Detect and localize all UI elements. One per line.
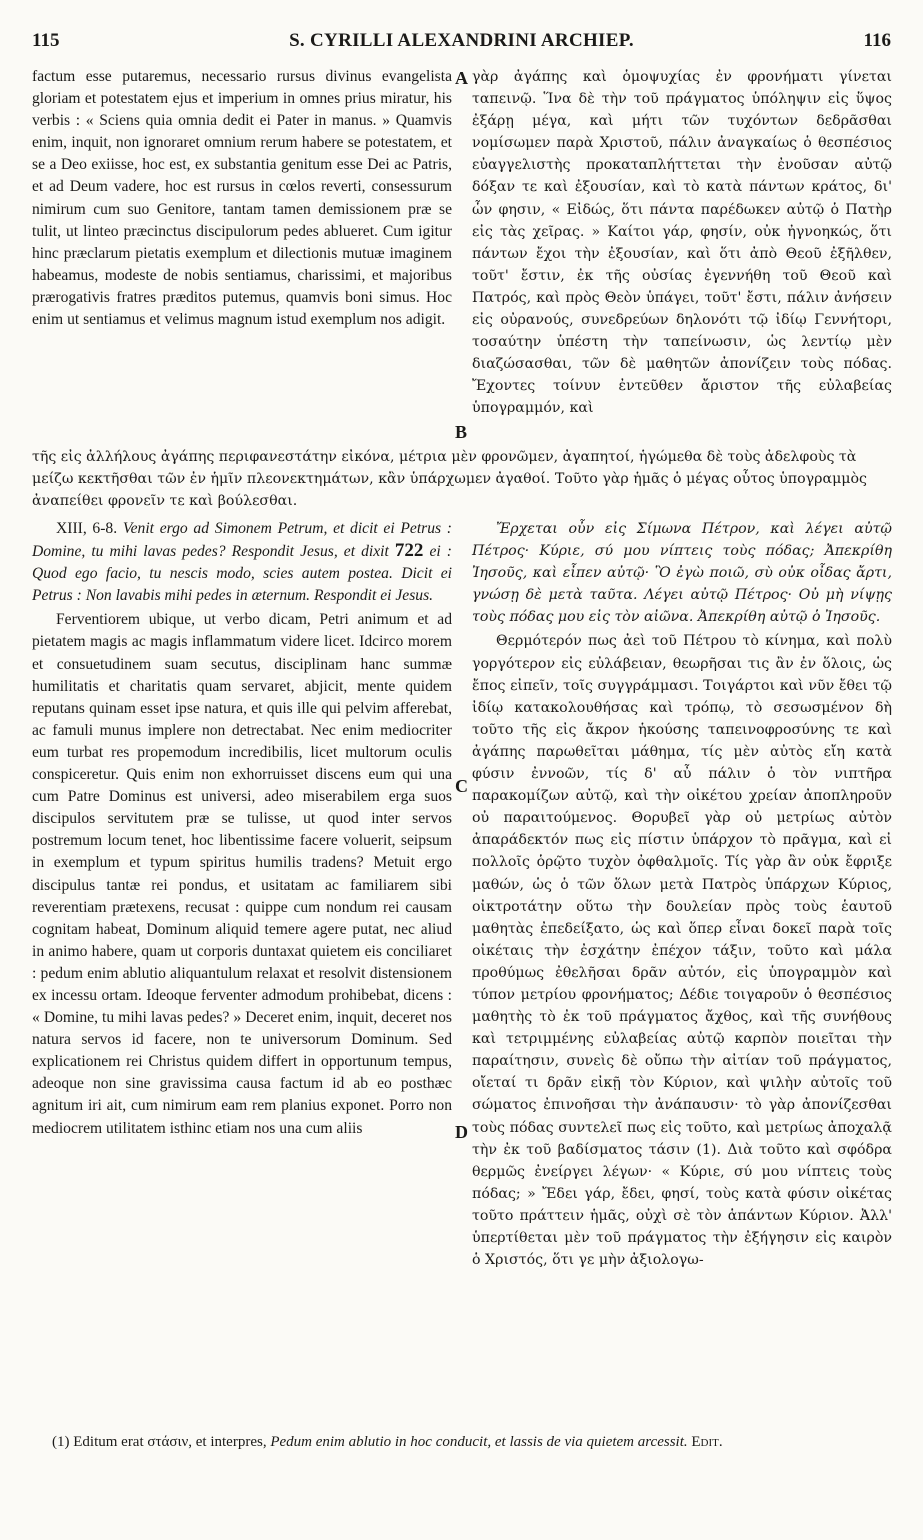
margin-letter-c: C xyxy=(455,776,468,796)
margin-letter-d: D xyxy=(455,1122,468,1142)
latin-column-lower xyxy=(32,518,452,1140)
column-marker: 722 xyxy=(394,540,424,562)
greek-paragraph: γὰρ ἀγάπης καὶ ὁμοψυχίας ἐν φρονήματι γίνεται ταπεινῷ. Ἵνα δὲ τὴν τοῦ πράγματος ὑπόληψιν εἰς ὕψος ἐξάρῃ μέγα, καὶ μήτι τῶν τυχόντων δεδρᾶσθαι νομίσωμεν παρὰ Χριστοῦ, πάλιν ἀναγκαίως ὁ θεσπέσιος εὐαγγελιστὴς προκαταπλήττεται τὴν ἐνοῦσαν αὐτῷ δόξαν τε καὶ ἐξουσίαν, καὶ τὸ κατὰ πάντων κράτος, δι' ὧν φησιν, « Εἰδώς, ὅτι πάντα παρέδωκεν αὐτῷ ὁ Πατὴρ εἰς τὰς χεῖρας. » Καίτοι γάρ, φησίν, οὐκ ἠγνοηκώς, ὅτι πάντων ἔχοι τὴν ἐξουσίαν, καὶ ὅτι ἀπὸ Θεοῦ ἐξῆλθεν, τοῦτ' ἔστιν, ἐκ τῆς οὐσίας ἐγεννήθη τοῦ Θεοῦ καὶ Πατρός, καὶ πρὸς Θεὸν ὑπάγει, τοῦτ' ἔστι, πάλιν ἀνήσειν εἰς οὐρανούς, συνεδρεύων δηλονότι τῷ ἰδίῳ Γεννήτορι, τοσαύτην ὑπέστη τὴν ταπείνωσιν, ὡς λεντίῳ μὲν διαζώσασθαι, τῶν δὲ μαθητῶν ἀπονίζειν τοὺς πόδας. Ἔχοντες τοίνυν ἐντεῦθεν ἄριστον τῆς εὐλαβείας ὑπογραμμόν, καὶ xyxy=(472,69,892,417)
footnote-text: (1) Editum erat στάσιν, et interpres, xyxy=(52,1434,267,1450)
page-header xyxy=(32,30,891,60)
latin-paragraph: factum esse putaremus, necessario rursus divinus evangelista gloriam et potestatem ejus et imperium in omnes prius miratur, his verbis : « Sciens quia omnia dedit ei Pater in manus. » Quamvis enim, inquit, non ignoraret omnium rerum habere se potestatem, et se a Deo exiisse, hoc est, ex substantia genitum esse Dei ac Patris, et ad Deum vadere, hoc est rursus in cœlos reverti, consessurum nimirum cum suo Genitore, tantam tamen demissionem præ se tulit, ut linteo præcinctus discipulorum pedes ablueret. Cum igitur hinc præclarum pietatis exemplum et dilectionis mutuæ imaginem habeamus, modeste de nobis sentiamus, charissimi, et majoribus prærogativis fratres præditos putemus, quamvis boni simus. Hoc enim ut sentiamus et velimus magnum istud exemplum nos adigit. xyxy=(32,68,452,329)
greek-full-paragraph: τῆς εἰς ἀλλήλους ἀγάπης περιφανεστάτην εἰκόνα, μέτρια μὲν φρονῶμεν, ἀγαπητοί, ἡγώμεθα δὲ τοὺς ἀδελφοὺς τὰ μείζω κεκτῆσθαι τῶν ἐν ἡμῖν πλεονεκτημάτων, κἂν ὑπάρχωμεν ἀγαθοί. Τοῦτο γὰρ ἡμᾶς ὁ μέγας οὗτος ὑπογραμμὸς ἀναπείθει φρονεῖν τε καὶ βούλεσθαι. xyxy=(32,449,867,510)
greek-column-lower xyxy=(472,518,892,1271)
greek-full-width xyxy=(32,446,892,512)
greek-column-upper xyxy=(472,66,892,420)
latin-column-upper xyxy=(32,66,452,331)
running-title: S. CYRILLI ALEXANDRINI ARCHIEP. xyxy=(289,30,634,51)
page-number-right: 116 xyxy=(863,30,891,51)
latin-commentary: Ferventiorem ubique, ut verbo dicam, Petri animum et ad pietatem magis ac magis inflammatum videre licet. Idcirco morem et consuetudinem suam secutus, disciplinam hanc summæ humilitatis et charitatis quam servaret, abjicit, mente quidem reputans quinam esset ipse natura, et quis ille qui pelvim afferebat, ac famuli munus implere non detrectabat. Nec enim mediocriter eum turbat res propemodum incredibilis, licet multorum oculis conspiceretur. Quis enim non exhorruisset discens eum qui una cum Patre Dominus est universi, adeo miserabilem erga suos discipulos servitutem præ se tulisse, ut quod inter servos postremum locum tenet, hoc libentissime facere voluerit, seipsum in exemplum et typum spiritus humilis tradens? Metuit ergo discipulus tantæ rei pondus, et usitatam ac familiarem sibi reverentiam prætexens, recusat : quippe cum nondum rei causam cognitam habeat, Dominum aliquid temere agere putat, nec aliud in animo habere, quam ut corporis duntaxat quietem eis conciliaret : pedum enim ablutio aliquantulum relaxat et resolvit distensionem ex incessu ortam. Ideoque ferventer admodum prohibebat, dicens : « Domine, tu mihi lavas pedes? » Deceret enim, inquit, deceret nos natura servos id facere, non te universorum Dominum. Sed explicationem rei Christus quidem differt in opportunum tempus, adeoque non sine gravissima causa factum id ab eo posthæc agnitum iri ait, cum nimirum eam rem planius exponet. Porro non mediocrem utilitatem isthinc etiam nos una cum aliis xyxy=(32,611,452,1137)
verse-text-1: Venit ergo ad Simonem Petrum, et dicit ei Petrus : Domine, tu mihi lavas pedes? Respondit Jesus, et dixit xyxy=(32,520,452,561)
verse-text-2: ei : Quod ego facio, tu nescis modo, scies autem postea. Dicit ei Petrus : Non lavabis mihi pedes in æternum. Respondit ei Jesus. xyxy=(32,543,452,605)
margin-letter-a: A xyxy=(455,68,468,88)
greek-verse: Ἔρχεται οὖν εἰς Σίμωνα Πέτρον, καὶ λέγει αὐτῷ Πέτρος· Κύριε, σύ μου νίπτεις τοὺς πόδας; Ἀπεκρίθη Ἰησοῦς, καὶ εἶπεν αὐτῷ· Ὃ ἐγὼ ποιῶ, σὺ οὐκ οἶδας ἄρτι, γνώσῃ δὲ μετὰ ταῦτα. Λέγει αὐτῷ Πέτρος· Οὐ μὴ νίψῃς τοὺς πόδας μου εἰς τὸν αἰῶνα. Ἀπεκρίθη αὐτῷ ὁ Ἰησοῦς. xyxy=(472,521,892,626)
verse-reference: XIII, 6-8. xyxy=(56,520,118,537)
footnote-editor: Edit. xyxy=(691,1434,723,1450)
footnote-quote: Pedum enim ablutio in hoc conducit, et lassis de via quietem arcessit. xyxy=(270,1434,688,1450)
margin-letter-b: B xyxy=(455,422,468,442)
footnote xyxy=(32,1432,892,1452)
greek-commentary: Θερμότερόν πως ἀεὶ τοῦ Πέτρου τὸ κίνημα, καὶ πολὺ γοργότερον εἰς εὐλάβειαν, θεωρῆσαι τις ἂν ἐν ὅλοις, ὡς ἔπος εἰπεῖν, τοῖς συγγράμμασι. Τοιγάρτοι καὶ νῦν ἔθει τῷ ἰδίῳ κατακολουθήσας καὶ τρόπῳ, τὸ σεσωσμένον δὴ τοῦτο τῆς εἰς ἄκρον ἡκούσης ταπεινοφροσύνης τε καὶ ἀγάπης παρωθεῖται μάθημα, τίς μὲν αὐτὸς εἴη κατὰ φύσιν ἐννοῶν, τίς δ' αὖ πάλιν ὁ τὸν νιπτῆρα παρακομίζων αὐτῷ, καὶ τὴν οἰκέτου χρείαν ἀποπληροῦν οὐ παραιτούμενος. Θορυβεῖ γὰρ οὐ μετρίως αὐτὸν ἀπαράδεκτόν πως εἰς πίστιν ὑπάρχον τὸ πρᾶγμα, καὶ εἰ πολλοῖς ὁρῷτο τυχὸν ὀφθαλμοῖς. Τίς γὰρ ἂν οὐκ ἔφριξε μαθών, ὡς ὁ τῶν ὅλων μετὰ Πατρὸς ὑπάρχων Κύριος, οἰκτροτάτην οὕτω τὴν δουλείαν πρὸς τοὺς ἑαυτοῦ μαθητὰς ἐπεδείξατο, ὡς καὶ ὅπερ εἶναι δοκεῖ παρὰ τοῖς οἰκέταις τὴν ἐσχάτην ἐπέχον τάξιν, τοῦτο καὶ μάλα προθύμως ἐθελῆσαι δρᾶν αὐτόν, εἰς ὑπογραμμὸν καὶ τύπον μετρίου φρονήματος; Δέδιε τοιγαροῦν ὁ θεσπέσιος μαθητὴς τὸ ἐκ τοῦ πράγματος ἄχθος, καὶ τῆς συνήθους καὶ τετριμμένης εὐλαβείας αὐτῷ καρπὸν ποιεῖται τὴν παραίτησιν, συνεὶς δὲ οὔπω τὴν αἰτίαν τοῦ πράγματος, οἴεταί τι δρᾶν εἰκῇ τὸν Κύριον, καὶ ψιλὴν αὐτοῖς τοῦ σώματος ἐπινοῆσαι τὴν ἀνάπαυσιν· τὸ γὰρ ἀπονίζεσθαι τοὺς πόδας συντελεῖ πως εἰς τοῦτο, καὶ μετρίως ἀποχαλᾷ τὴν ἐκ τοῦ βαδίσματος τάσιν (1). Διὰ τοῦτο καὶ σφόδρα θερμῶς ἐνείργει λέγων· « Κύριε, σύ μου νίπτεις τοὺς πόδας; » Ἔδει γάρ, ἔδει, φησί, τοὺς κατὰ φύσιν οἰκέτας τοῦτο πράττειν ἡμᾶς, οὐχὶ σὲ τὸν ἁπάντων Κύριον. Ἀλλ' ὑπερτίθεται μὲν τοῦ πράγματος τὴν ἐξήγησιν εἰς καιρὸν ὁ Χριστός, ὅτι γε μὴν ἀξιολογω- xyxy=(472,633,892,1269)
latin-verse xyxy=(32,518,452,607)
page-number-left: 115 xyxy=(32,30,60,51)
